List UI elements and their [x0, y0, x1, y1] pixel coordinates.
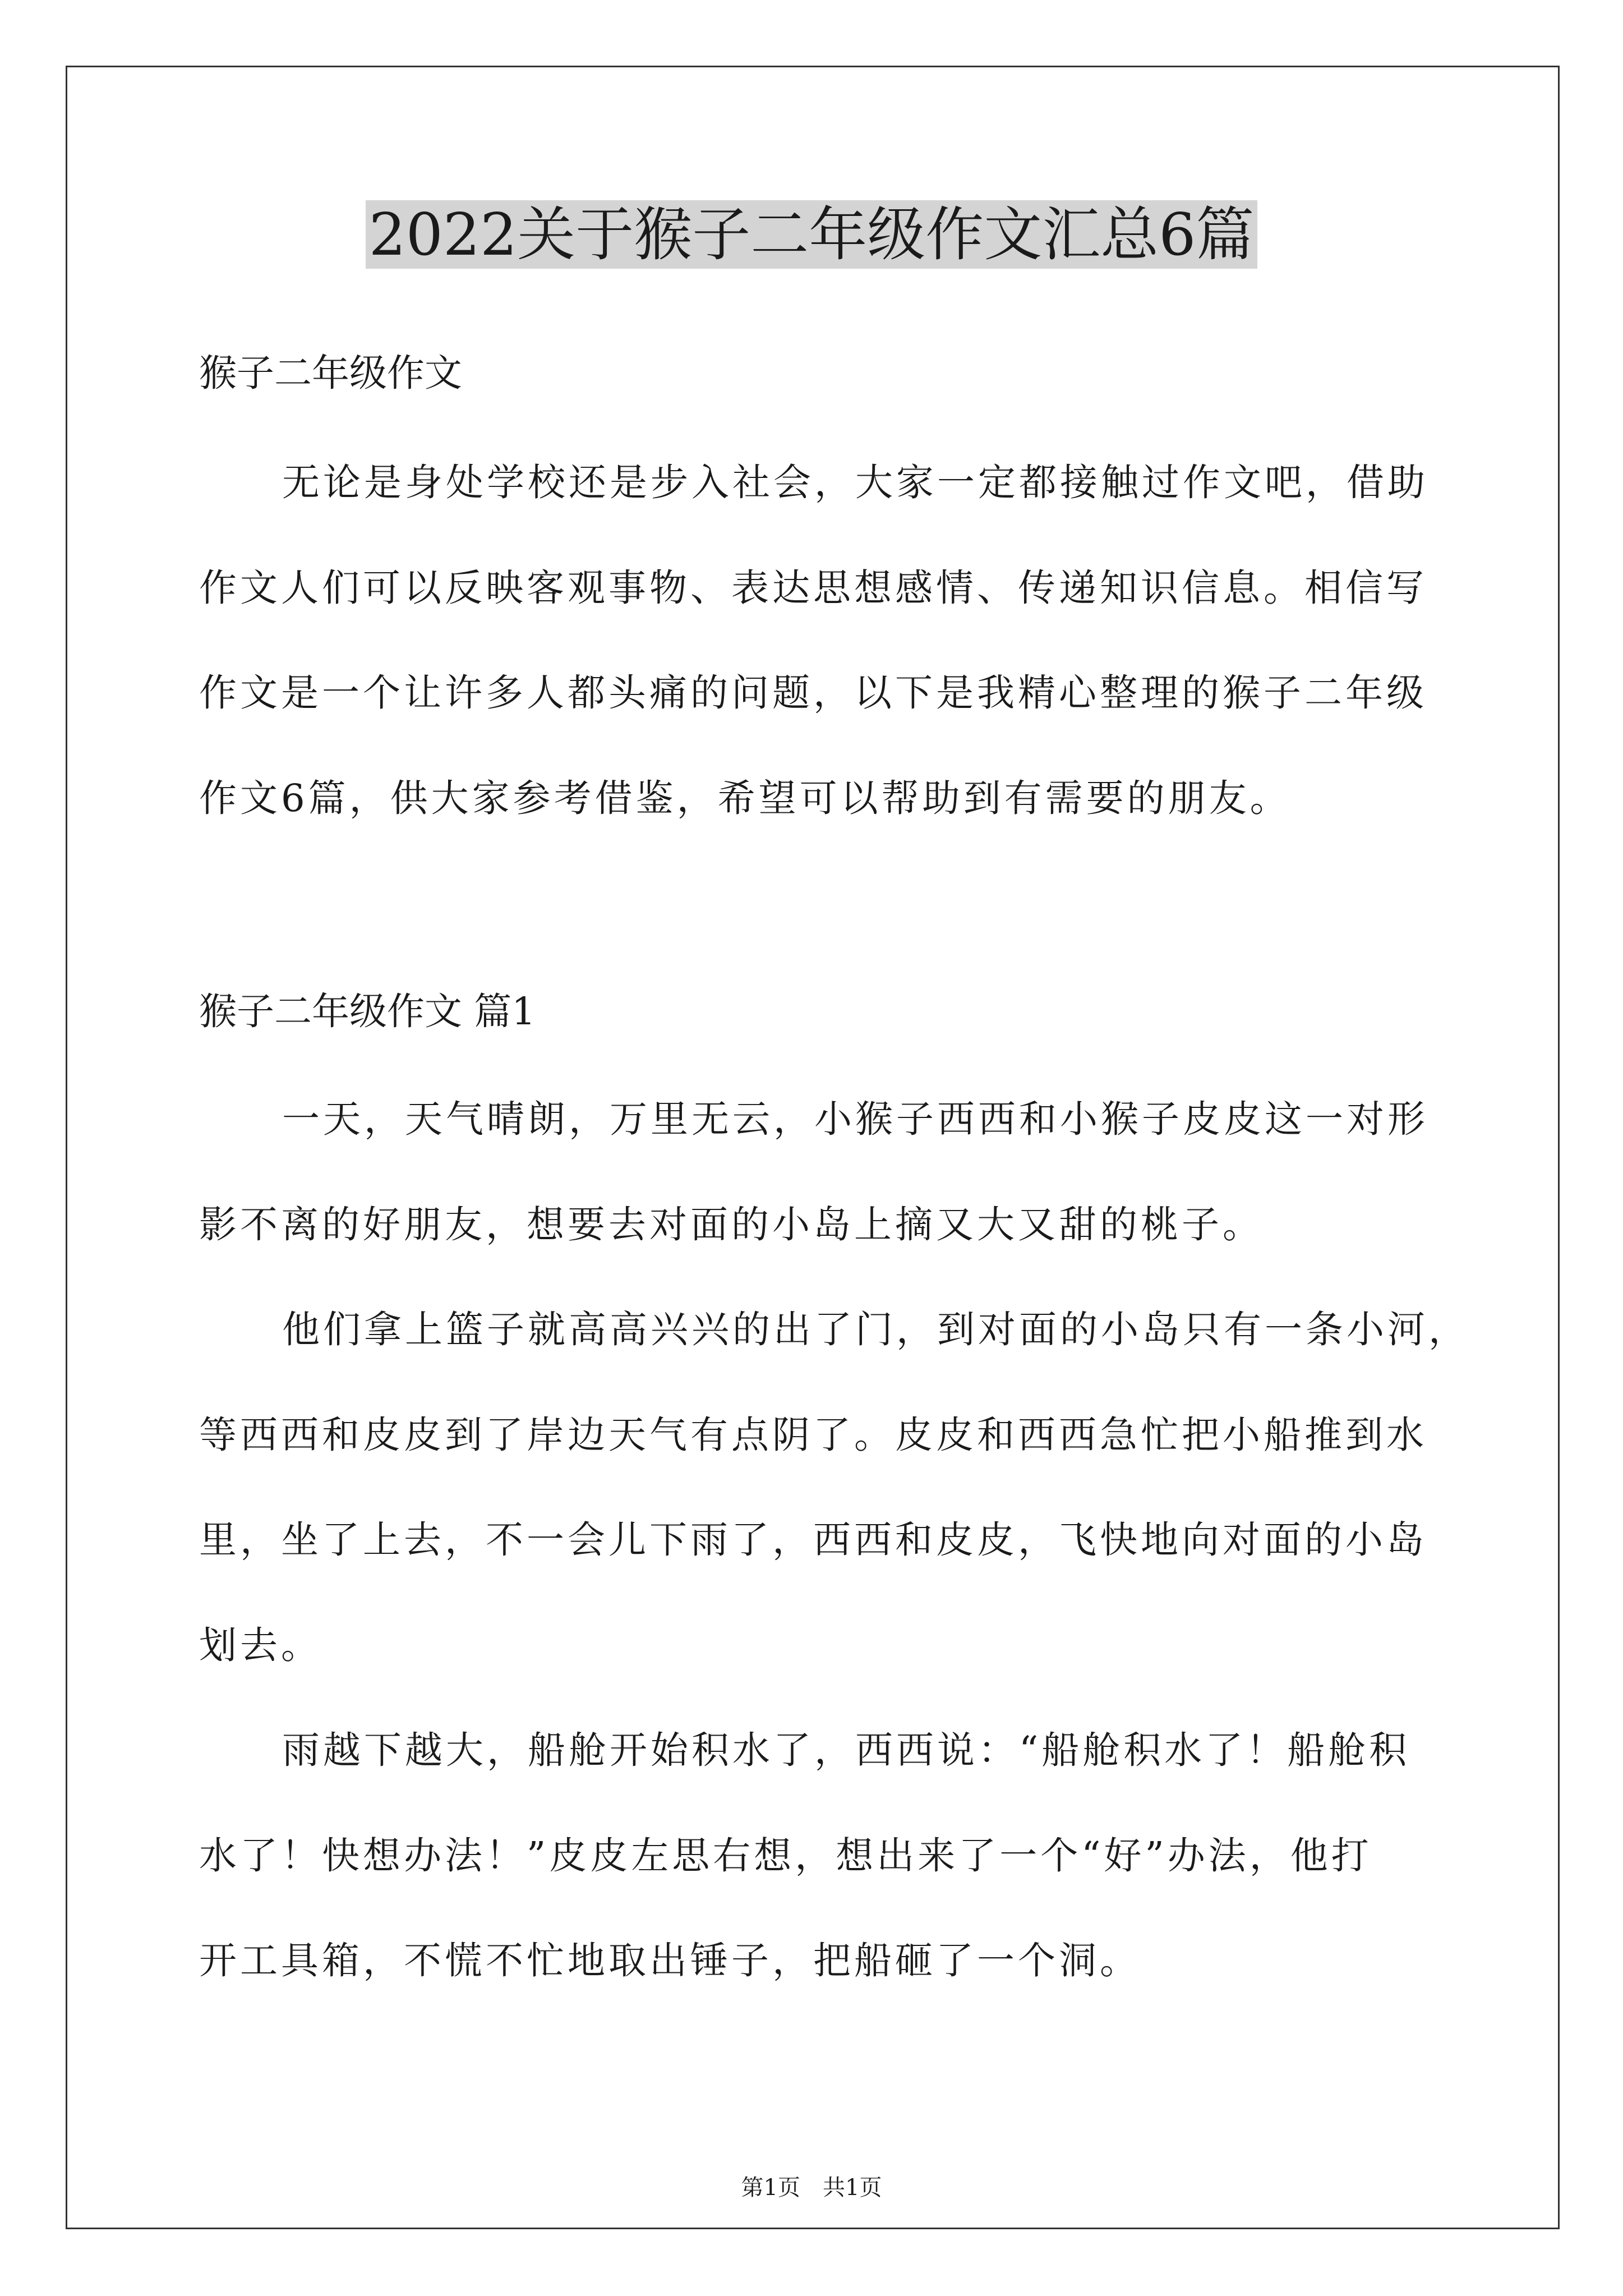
intro-line: 作文人们可以反映客观事物、表达思想感情、传递知识信息。相信写 [199, 566, 1427, 610]
paragraph-line: 他们拿上篮子就高高兴兴的出了门，到对面的小岛只有一条小河， [282, 1308, 1469, 1351]
intro-line: 无论是身处学校还是步入社会，大家一定都接触过作文吧，借助 [282, 461, 1428, 504]
document-title-text: 2022关于猴子二年级作文汇总6篇 [366, 200, 1258, 269]
paragraph-line: 一天，天气晴朗，万里无云，小猴子西西和小猴子皮皮这一对形 [282, 1097, 1428, 1141]
document-title [0, 195, 1623, 274]
paragraph-line: 开工具箱，不慌不忙地取出锤子，把船砸了一个洞。 [199, 1939, 1141, 1982]
section-heading: 猴子二年级作文 篇1 [199, 990, 536, 1033]
intro-line: 作文6篇，供大家参考借鉴，希望可以帮助到有需要的朋友。 [199, 776, 1291, 820]
paragraph-line: 划去。 [199, 1623, 322, 1667]
paragraph-line: 影不离的好朋友，想要去对面的小岛上摘又大又甜的桃子。 [199, 1203, 1264, 1246]
page-footer: 第1页 共1页 [741, 2175, 882, 2201]
paragraph-line: 水了！快想办法！”皮皮左思右想，想出来了一个“好”办法，他打 [199, 1834, 1372, 1878]
paragraph-line: 等西西和皮皮到了岸边天气有点阴了。皮皮和西西急忙把小船推到水 [199, 1413, 1427, 1457]
paragraph-line: 雨越下越大，船舱开始积水了，西西说：“船舱积水了！船舱积 [282, 1728, 1410, 1772]
intro-line: 作文是一个让许多人都头痛的问题，以下是我精心整理的猴子二年级 [199, 671, 1427, 715]
intro-heading: 猴子二年级作文 [199, 351, 462, 395]
paragraph-line: 里，坐了上去，不一会儿下雨了，西西和皮皮，飞快地向对面的小岛 [199, 1518, 1427, 1562]
